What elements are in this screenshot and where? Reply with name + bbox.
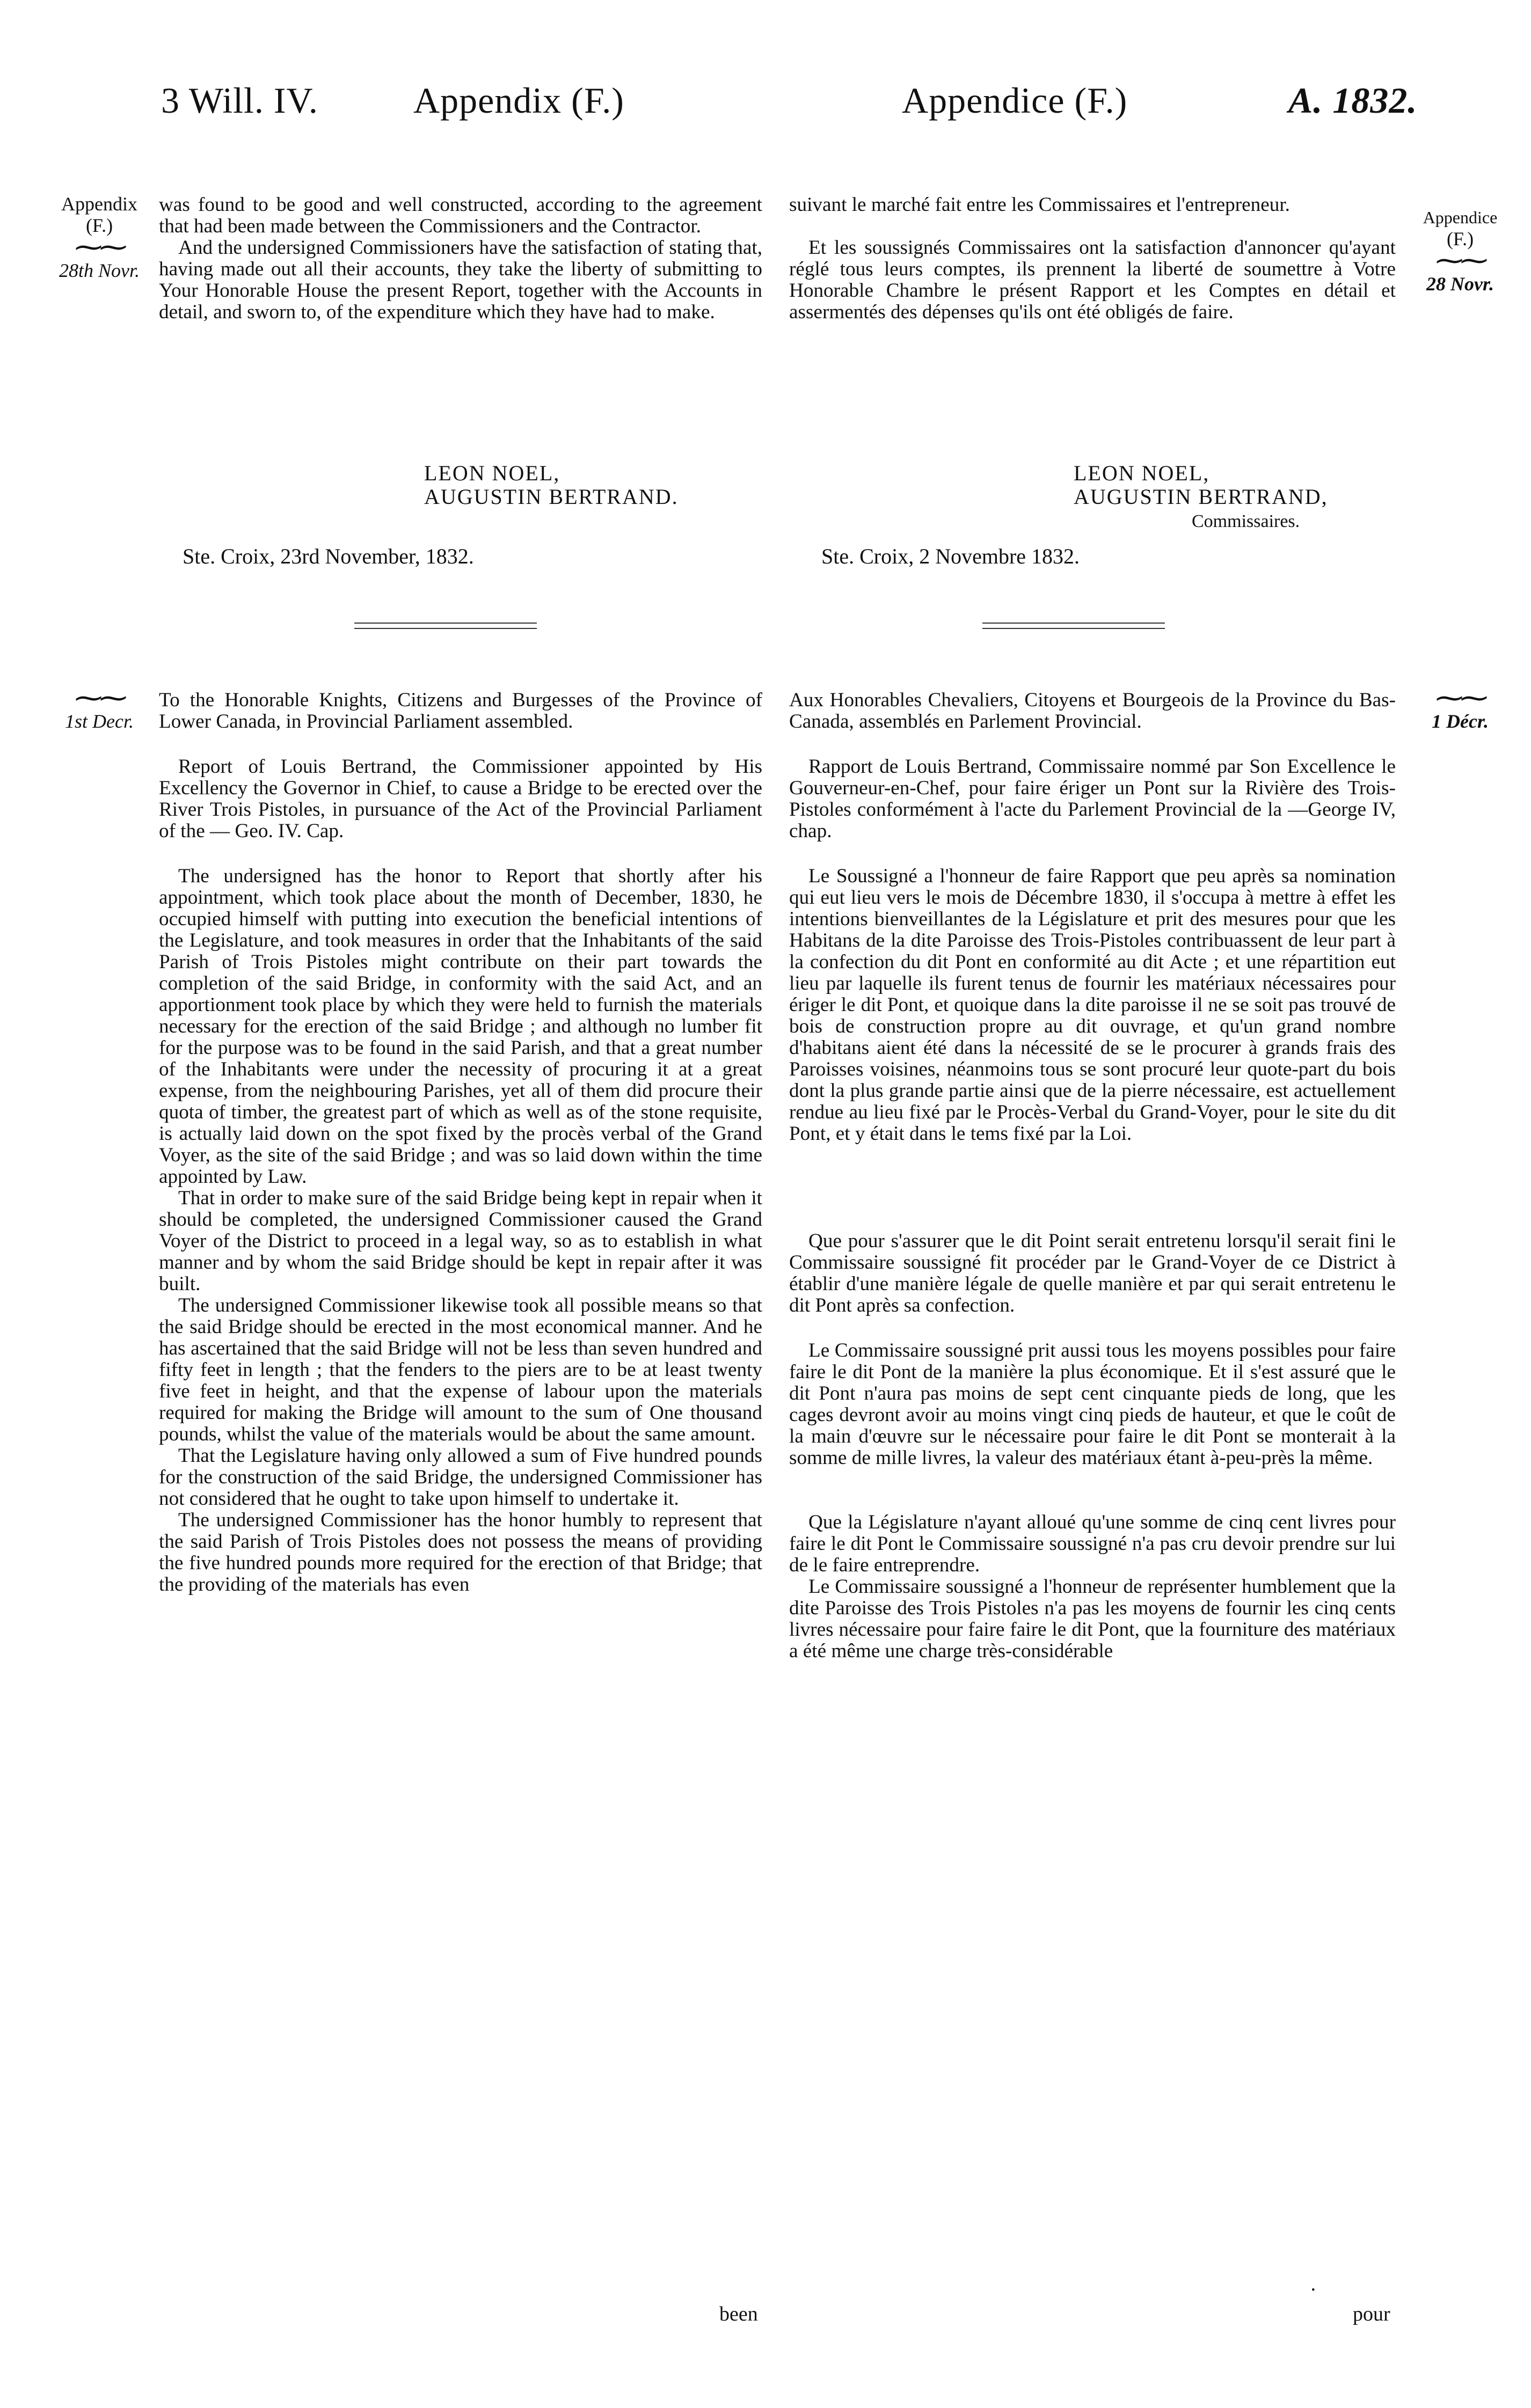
stray-mark: · xyxy=(1310,2279,1317,2301)
right-margin-label: Appendice xyxy=(1423,208,1498,227)
appendix-title-french: Appendice (F.) xyxy=(902,80,1128,121)
right-margin-date: 28 Novr. xyxy=(1426,273,1494,295)
paragraph: Que la Législature n'ayant alloué qu'une somme de cinq cent livres pour faire le dit Pont le Commissaire soussigné n'a pas cru devoir prendre sur lui de le faire entreprendre. xyxy=(789,1511,1396,1576)
paragraph: And the undersigned Commissioners have the satisfaction of stating that, having made out all their accounts, they take the liberty of submitting to Your Honorable House the present Report, together with the Accounts in detail, and sworn to, of the expenditure which they have had to make. xyxy=(159,237,762,323)
flourish-ornament: ⁓⁓ xyxy=(75,683,124,714)
right-margin-date-mid: 1 Décr. xyxy=(1432,711,1489,732)
paragraph: Que pour s'assurer que le dit Point serait entretenu lorsqu'il serait fini le Commissaire soussigné fit procéder par le Grand-Voyer de ce District à établir d'une manière légale de quelle manière et par qui serait entretenu le dit Pont après sa confection. xyxy=(789,1230,1396,1316)
right-margin-sub: (F.) xyxy=(1446,228,1474,250)
paragraph: The undersigned has the honor to Report that shortly after his appointment, which took place about the month of December, 1830, he occupied himself with putting into execution the beneficial intentions of the Legislature, and took measures in order that the Inhabitants of the said Parish of Trois Pistoles might contribute on their part towards the completion of the said Bridge, in conformity with the said Act, and an apportionment took place by which they were held to furnish the materials necessary for the erection of the said Bridge ; and although no lumber fit for the purpose was to be found in the said Parish, and that a great number of the Inhabitants were under the necessity of procuring it at a great expense, from the neighbouring Parishes, yet all of them did procure their quota of timber, the greatest part of which as well as of the stone requisite, is actually laid down on the spot fixed by the procès verbal of the Grand Voyer, as the site of the said Bridge ; and was so laid down within the time appointed by Law. xyxy=(159,865,762,1188)
signature-augustin-bertrand-en: AUGUSTIN BERTRAND. xyxy=(424,485,679,509)
flourish-ornament: ⁓⁓ xyxy=(1435,683,1485,714)
report-title: Rapport de Louis Bertrand, Commissaire nommé par Son Excellence le Gouverneur-en-Chef, pour faire ériger un Pont sur la Rivière des Trois-Pistoles conformément à l'acte du Parlement Provincial de la —George IV, chap. xyxy=(789,756,1396,842)
place-date-en: Ste. Croix, 23rd November, 1832. xyxy=(183,544,474,568)
french-column-section2 xyxy=(789,690,1396,1662)
catchword-en: been xyxy=(719,2303,758,2325)
signature-augustin-bertrand-fr: AUGUSTIN BERTRAND, xyxy=(1074,485,1328,509)
catchword-fr: pour xyxy=(1353,2303,1390,2325)
section-divider-en xyxy=(354,623,537,629)
english-column-section1 xyxy=(159,194,762,323)
english-column-section2 xyxy=(159,690,762,1595)
french-column-section1 xyxy=(789,194,1396,323)
paragraph: suivant le marché fait entre les Commissaires et l'entrepreneur. xyxy=(789,194,1290,216)
paragraph: The undersigned Commissioner has the honor humbly to represent that the said Parish of Trois Pistoles does not possess the means of providing the five hundred pounds more required for the erection of that Bridge; that the providing of the materials has even xyxy=(159,1509,762,1595)
paragraph: The undersigned Commissioner likewise took all possible means so that the said Bridge should be erected in the most economical manner. And he has ascertained that the said Bridge will not be less than seven hundred and fifty feet in length ; that the fenders to the piers are to be at least twenty five feet in height, and that the expense of labour upon the materials required for making the Bridge will amount to the sum of One thousand pounds, whilst the value of the materials would be about the same amount. xyxy=(159,1294,762,1445)
right-margin-note-top xyxy=(1401,207,1519,295)
paragraph: Le Commissaire soussigné prit aussi tous les moyens possibles pour faire faire le dit Pont de la manière la plus économique. Et il s'est assuré que le dit Pont n'aura pas moins de sept cent cinquante pieds de long, que les cages devront avoir au moins vingt cinq pieds de hauteur, et que le coût de la main d'œuvre sur le nécessaire pour faire le dit Pont se monterait à la somme de mille livres, la valeur des matériaux étant à-peu-près la même. xyxy=(789,1340,1396,1469)
place-date-fr: Ste. Croix, 2 Novembre 1832. xyxy=(821,544,1080,568)
paragraph: Le Soussigné a l'honneur de faire Rapport que peu après sa nomination qui eut lieu vers le mois de Décembre 1830, il s'occupa à mettre à effet les intentions bienveillantes de la Législature et prit des mesures pour que les Habitans de la dite Paroisse des Trois-Pistoles contribuassent de leur part à la confection du dit Pont en conformité au dit Acte ; et une répartition eut lieu par laquelle ils furent tenus de fournir les matériaux nécessaires pour ériger le dit Pont, et quoique dans la dite paroisse il ne se soit pas trouvé de bois de construction propre au dit ouvrage, et qu'un grand nombre d'habitans aient été dans la nécessité de se le procurer à grands frais des Paroisses voisines, néanmoins tous se sont procuré leur quote-part du bois dont la plus grande partie ainsi que de la pierre nécessaire, est actuellement rendue au lieu fixé par le Procès-Verbal du Grand-Voyer, pour le site du dit Pont, et y était dans le tems fixé par la Loi. xyxy=(789,865,1396,1145)
left-margin-note-mid xyxy=(48,683,150,732)
appendix-title-english: Appendix (F.) xyxy=(413,80,624,121)
year-reference: A. 1832. xyxy=(1288,80,1418,121)
paragraph: That the Legislature having only allowed a sum of Five hundred pounds for the construction of the said Bridge, the undersigned Commissioner has not considered that he ought to take upon himself to undertake it. xyxy=(159,1445,762,1510)
flourish-ornament: ⁓⁓ xyxy=(75,232,124,263)
session-reference: 3 Will. IV. xyxy=(161,80,318,121)
paragraph: Et les soussignés Commissaires ont la satisfaction d'annoncer qu'ayant réglé tous leurs comptes, ils prennent la liberté de soumettre à Votre Honorable Chambre le présent Rapport et les Comptes en détail et assermentés des dépenses qu'ils ont été obligés de faire. xyxy=(789,237,1396,323)
left-margin-date: 28th Novr. xyxy=(59,260,140,281)
left-margin-note-top xyxy=(48,193,150,281)
paragraph: was found to be good and well constructed, according to the agreement that had been made between the Commissioners and the Contractor. xyxy=(159,194,762,237)
left-margin-label: Appendix xyxy=(61,193,137,215)
address-heading: Aux Honorables Chevaliers, Citoyens et Bourgeois de la Province du Bas-Canada, assemblés en Parlement Provincial. xyxy=(789,689,1396,733)
section-divider-fr xyxy=(982,623,1165,629)
address-heading: To the Honorable Knights, Citizens and Burgesses of the Province of Lower Canada, in Provincial Parliament assembled. xyxy=(159,689,762,733)
signature-leon-noel-fr: LEON NOEL, xyxy=(1074,461,1210,485)
report-title: Report of Louis Bertrand, the Commissioner appointed by His Excellency the Governor in Chief, to cause a Bridge to be erected over the River Trois Pistoles, in pursuance of the Act of the Provincial Parliament of the — Geo. IV. Cap. xyxy=(159,756,762,842)
right-margin-note-mid xyxy=(1401,683,1519,732)
flourish-ornament: ⁓⁓ xyxy=(1435,246,1485,276)
left-margin-sub: (F.) xyxy=(85,215,113,236)
paragraph: Le Commissaire soussigné a l'honneur de représenter humblement que la dite Paroisse des Trois Pistoles n'a pas les moyens de fournir les cinq cents livres nécessaire pour faire faire le dit Pont, que la fourniture des matériaux a été même une charge très-considérable xyxy=(789,1576,1396,1662)
signature-title-fr: Commissaires. xyxy=(1192,511,1300,531)
paragraph: That in order to make sure of the said Bridge being kept in repair when it should be completed, the undersigned Commissioner caused the Grand Voyer of the District to proceed in a legal way, so as to establish in what manner and by whom the said Bridge should be kept in repair after it was built. xyxy=(159,1187,762,1295)
left-margin-date-mid: 1st Decr. xyxy=(65,711,134,732)
signature-leon-noel-en: LEON NOEL, xyxy=(424,461,560,485)
